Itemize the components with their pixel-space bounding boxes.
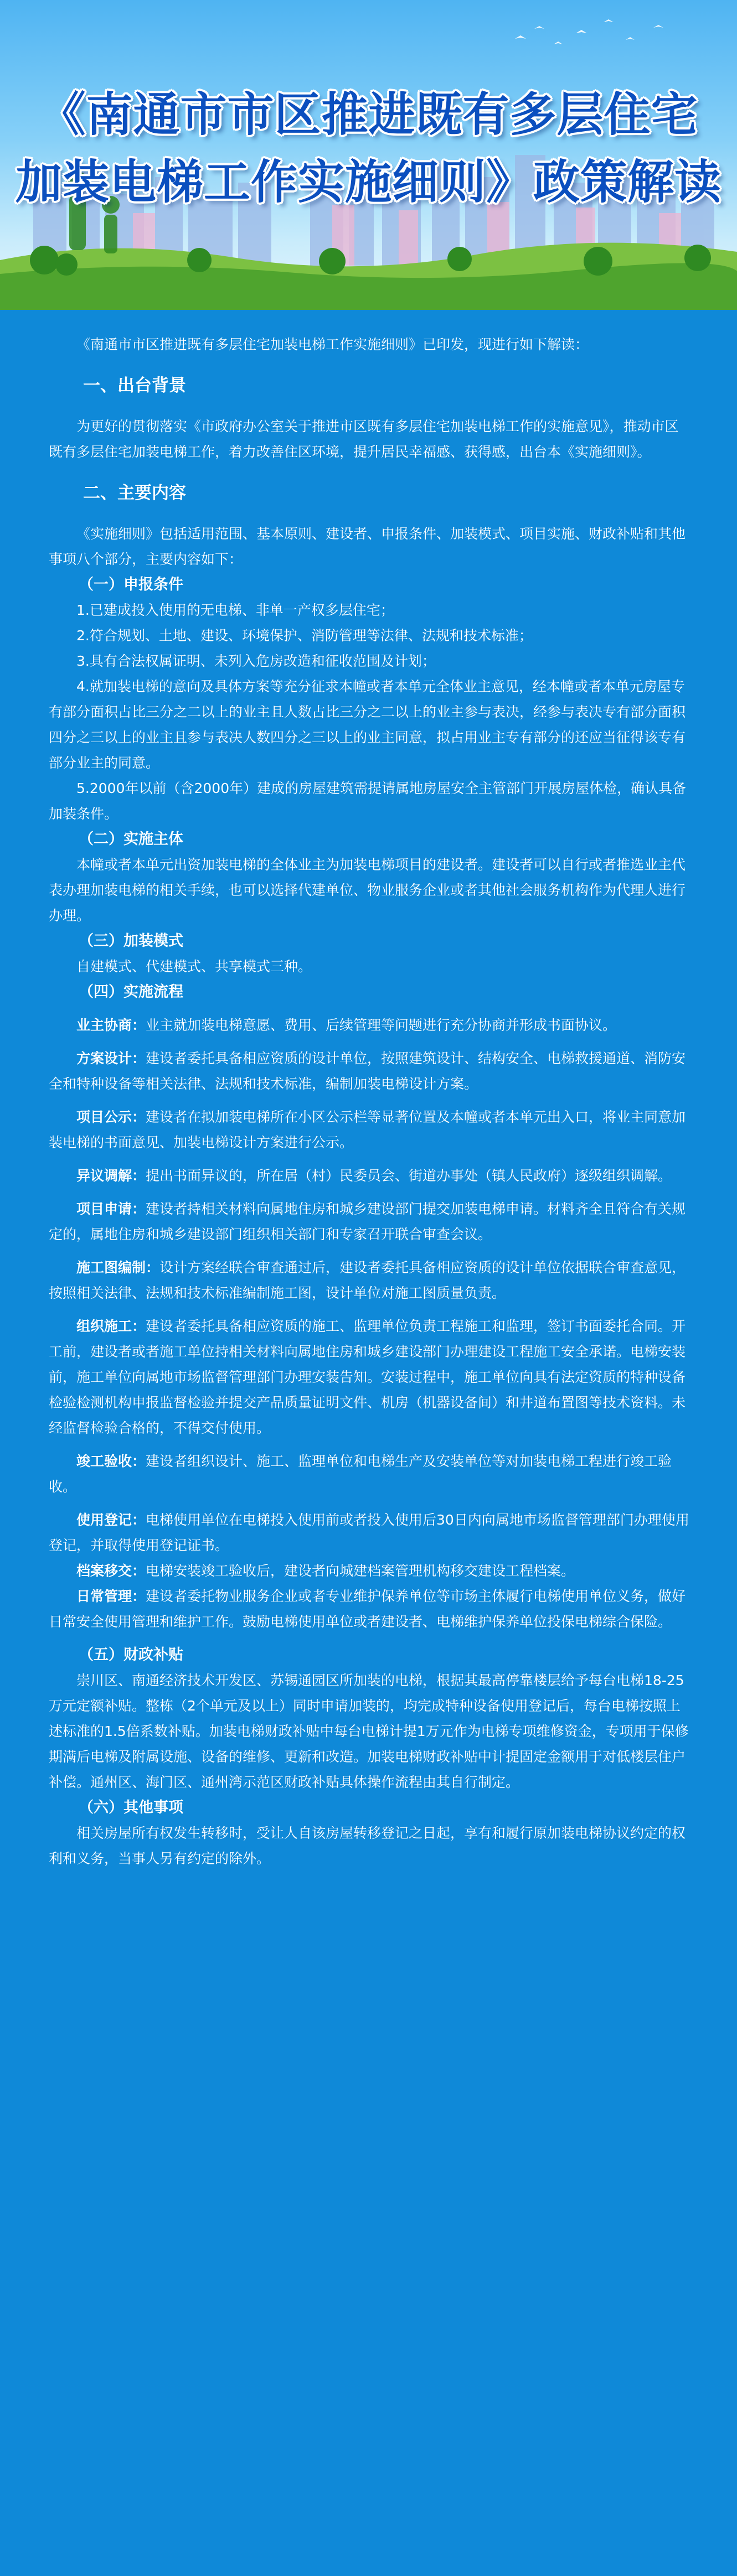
process-step — [49, 1105, 691, 1155]
condition-item: 4.就加装电梯的意向及具体方案等充分征求本幢或者本单元全体业主意见，经本幢或者本单元房屋专有部分面积占比三分之二以上的业主且人数占比三分之二以上的业主参与表决，经参与表决专有部分面积四分之三以上的业主且参与表决人数四分之三以上的业主同意，拟占用业主专有部分的还应当征得该专有部分业主的同意。 — [49, 678, 686, 771]
process-step — [49, 1314, 691, 1441]
process-step-term: 方案设计： — [76, 1050, 146, 1066]
process-step — [49, 1196, 691, 1247]
condition-item: 2.符合规划、土地、建设、环境保护、消防管理等法律、法规和技术标准； — [76, 628, 533, 644]
process-step-text: 建设者组织设计、施工、监理单位和电梯生产及安装单位等对加装电梯工程进行竣工验收。 — [49, 1453, 672, 1495]
process-step-text: 建设者委托具备相应资质的施工、监理单位负责工程施工和监理，签订书面委托合同。开工前，建设者或者施工单位持相关材料向属地住房和城乡建设部门办理建设工程施工安全承诺。电梯安装前，施工单位向属地市场监督管理部门办理安装告知。安装过程中，施工单位向具有法定资质的特种设备检验检测机构申报监督检验并提交产品质量证明文件、机房（机器设备间）和井道布置图等技术资料。未经监督检验合格的，不得交付使用。 — [49, 1318, 686, 1436]
process-step-term: 组织施工： — [76, 1318, 146, 1334]
header-banner — [0, 0, 737, 310]
intro-paragraph: 《南通市市区推进既有多层住宅加装电梯工作实施细则》已印发，现进行如下解读： — [76, 336, 589, 353]
process-step — [49, 1507, 691, 1558]
process-step — [49, 1449, 691, 1500]
other-paragraph: 相关房屋所有权发生转移时，受让人自该房屋转移登记之日起，享有和履行原加装电梯协议约定的权利和义务，当事人另有约定的除外。 — [49, 1825, 686, 1867]
section-heading-main-content: 二、主要内容 — [83, 483, 186, 503]
subsidy-paragraph: 崇川区、南通经济技术开发区、苏锡通园区所加装的电梯，根据其最高停靠楼层给予每台电梯18-25万元定额补贴。整栋（2个单元及以上）同时申请加装的，均完成特种设备使用登记后，每台电梯按照上述标准的1.5倍系数补贴。加装电梯财政补贴中每台电梯计提1万元作为电梯专项维修资金，专项用于保修期满后电梯及附属设施、设备的维修、更新和改造。加装电梯财政补贴中计提固定金额用于对低楼层住户补偿。通州区、海门区、通州湾示范区财政补贴具体操作流程由其自行制定。 — [49, 1672, 689, 1790]
process-step — [49, 1584, 691, 1635]
subject-paragraph: 本幢或者本单元出资加装电梯的全体业主为加装电梯项目的建设者。建设者可以自行或者推选业主代表办理加装电梯的相关手续，也可以选择代建单位、物业服务企业或者其他社会服务机构作为代理人进行办理。 — [49, 857, 686, 924]
condition-item: 3.具有合法权属证明、未列入危房改造和征收范围及计划； — [76, 653, 436, 669]
process-step-text: 电梯使用单位在电梯投入使用前或者投入使用后30日内向属地市场监督管理部门办理使用登记，并取得使用登记证书。 — [49, 1512, 689, 1553]
birds-icon — [515, 19, 663, 44]
process-step-term: 日常管理： — [76, 1588, 146, 1604]
subsection-heading-mode: （三）加装模式 — [79, 932, 183, 950]
process-step-term: 档案移交： — [76, 1563, 146, 1579]
mode-paragraph: 自建模式、代建模式、共享模式三种。 — [76, 958, 312, 975]
subsection-heading-subject: （二）实施主体 — [79, 831, 183, 848]
process-step-text: 提出书面异议的，所在居（村）民委员会、街道办事处（镇人民政府）逐级组织调解。 — [146, 1168, 672, 1184]
process-step — [49, 1255, 691, 1306]
process-step-text: 建设者委托具备相应资质的设计单位，按照建筑设计、结构安全、电梯救援通道、消防安全和特种设备等相关法律、法规和技术标准，编制加装电梯设计方案。 — [49, 1050, 686, 1092]
process-step-term: 业主协商： — [76, 1017, 146, 1033]
process-step-text: 设计方案经联合审查通过后，建设者委托具备相应资质的设计单位依据联合审查意见，按照相关法律、法规和技术标准编制施工图，设计单位对施工图质量负责。 — [49, 1260, 686, 1301]
process-step-text: 建设者委托物业服务企业或者专业维护保养单位等市场主体履行电梯使用单位义务，做好日常安全使用管理和维护工作。鼓励电梯使用单位或者建设者、电梯维护保养单位投保电梯综合保险。 — [49, 1588, 686, 1630]
process-step — [49, 1046, 691, 1097]
process-step-term: 施工图编制： — [76, 1260, 160, 1276]
process-step-term: 使用登记： — [76, 1512, 146, 1528]
section-heading-background: 一、出台背景 — [83, 376, 186, 396]
subsection-heading-subsidy: （五）财政补贴 — [79, 1646, 183, 1663]
background-paragraph: 为更好的贯彻落实《市政府办公室关于推进市区既有多层住宅加装电梯工作的实施意见》，推动市区既有多层住宅加装电梯工作，着力改善住区环境，提升居民幸福感、获得感，出台本《实施细则》。 — [49, 418, 679, 460]
process-step-term: 异议调解： — [76, 1168, 146, 1184]
process-step — [49, 1558, 691, 1584]
subsection-heading-other: （六）其他事项 — [79, 1799, 183, 1816]
process-step-term: 项目申请： — [76, 1201, 146, 1217]
subsection-heading-process: （四）实施流程 — [79, 983, 183, 1001]
process-step — [49, 1013, 691, 1038]
process-step-text: 建设者在拟加装电梯所在小区公示栏等显著位置及本幢或者本单元出入口，将业主同意加装电梯的书面意见、加装电梯设计方案进行公示。 — [49, 1109, 686, 1150]
condition-item: 1.已建成投入使用的无电梯、非单一产权多层住宅； — [76, 602, 394, 618]
main-content-paragraph: 《实施细则》包括适用范围、基本原则、建设者、申报条件、加装模式、项目实施、财政补贴和其他事项八个部分，主要内容如下： — [49, 526, 686, 567]
process-step-term: 项目公示： — [76, 1109, 146, 1125]
article-body — [49, 332, 691, 1872]
subsection-heading-conditions: （一）申报条件 — [79, 576, 183, 593]
process-step — [49, 1163, 691, 1189]
page-title-line-1: 《南通市市区推进既有多层住宅 — [39, 87, 698, 142]
process-step-text: 建设者持相关材料向属地住房和城乡建设部门提交加装电梯申请。材料齐全且符合有关规定的，属地住房和城乡建设部门组织相关部门和专家召开联合审查会议。 — [49, 1201, 686, 1242]
process-step-term: 竣工验收： — [76, 1453, 146, 1469]
process-step-text: 电梯安装竣工验收后，建设者向城建档案管理机构移交建设工程档案。 — [146, 1563, 575, 1579]
condition-item: 5.2000年以前（含2000年）建成的房屋建筑需提请属地房屋安全主管部门开展房屋体检，确认具备加装条件。 — [49, 780, 687, 822]
process-step-text: 业主就加装电梯意愿、费用、后续管理等问题进行充分协商并形成书面协议。 — [146, 1017, 617, 1033]
page-title-line-2: 加装电梯工作实施细则》政策解读 — [15, 155, 721, 209]
